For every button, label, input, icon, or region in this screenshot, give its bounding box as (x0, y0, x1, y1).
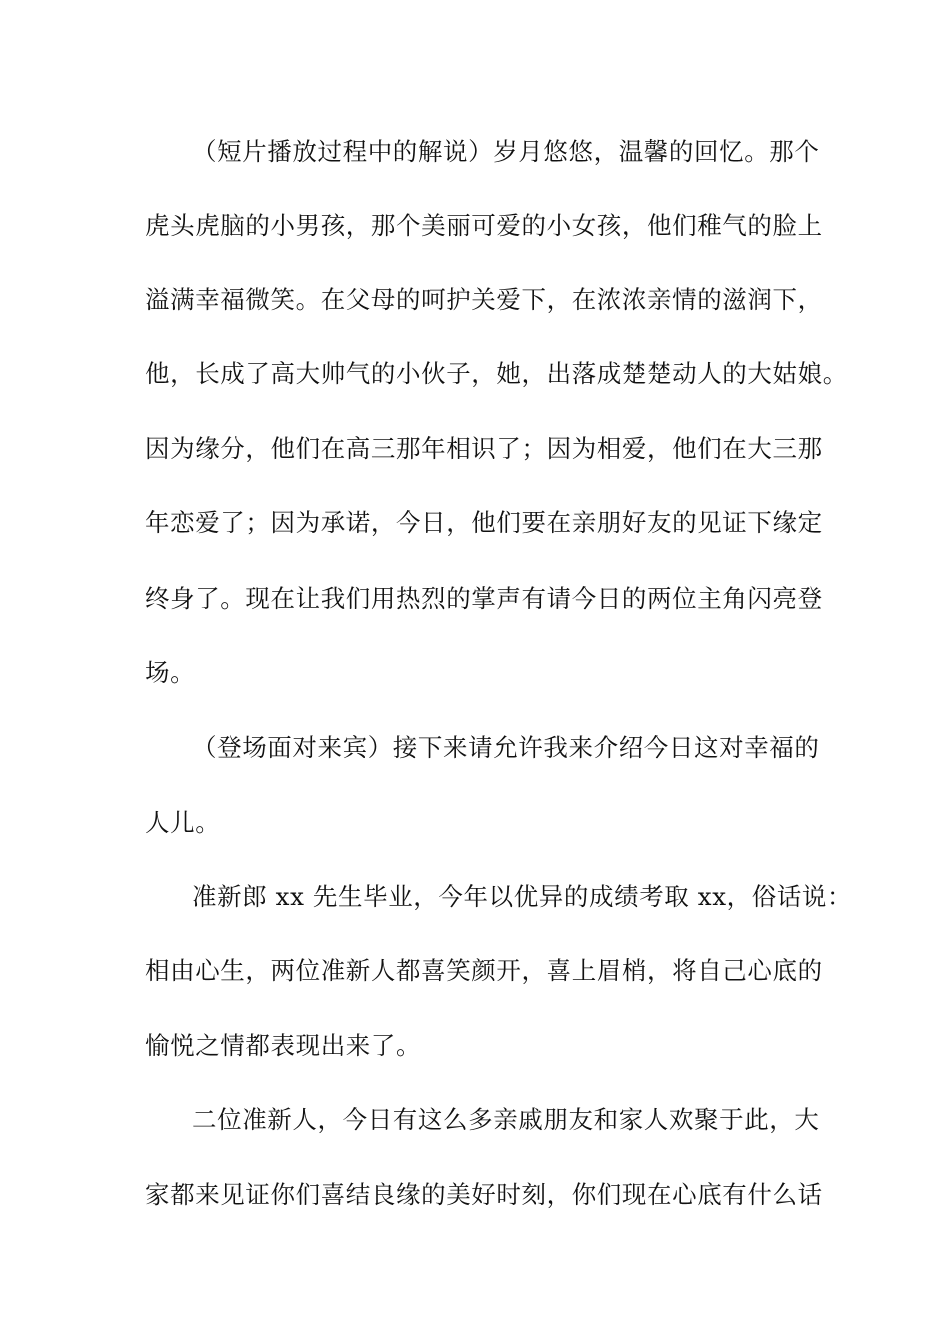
text-line: 年恋爱了；因为承诺，今日，他们要在亲朋好友的见证下缘定 (145, 508, 823, 537)
text-line: 人儿。 (145, 808, 221, 837)
text-line: 终身了。现在让我们用热烈的掌声有请今日的两位主角闪亮登 (145, 584, 823, 613)
text-line: 二位准新人，今日有这么多亲戚朋友和家人欢聚于此，大 (192, 1105, 820, 1134)
text-line: （登场面对来宾）接下来请允许我来介绍今日这对幸福的 (192, 733, 820, 762)
text-line: 准新郎 xx 先生毕业，今年以优异的成绩考取 xx，俗话说： (192, 882, 853, 911)
text-line: 虎头虎脑的小男孩，那个美丽可爱的小女孩，他们稚气的脸上 (145, 211, 823, 240)
text-line: 家都来见证你们喜结良缘的美好时刻，你们现在心底有什么话 (145, 1180, 823, 1209)
text-line: 相由心生，两位准新人都喜笑颜开，喜上眉梢，将自己心底的 (145, 956, 823, 985)
text-line: 溢满幸福微笑。在父母的呵护关爱下，在浓浓亲情的滋润下， (145, 285, 823, 314)
text-line: （短片播放过程中的解说）岁月悠悠，温馨的回忆。那个 (192, 137, 820, 166)
text-line: 愉悦之情都表现出来了。 (145, 1031, 422, 1060)
text-line: 场。 (145, 658, 196, 687)
text-line: 因为缘分，他们在高三那年相识了；因为相爱，他们在大三那 (145, 434, 823, 463)
text-line: 他，长成了高大帅气的小伙子，她，出落成楚楚动人的大姑娘。 (145, 359, 848, 388)
